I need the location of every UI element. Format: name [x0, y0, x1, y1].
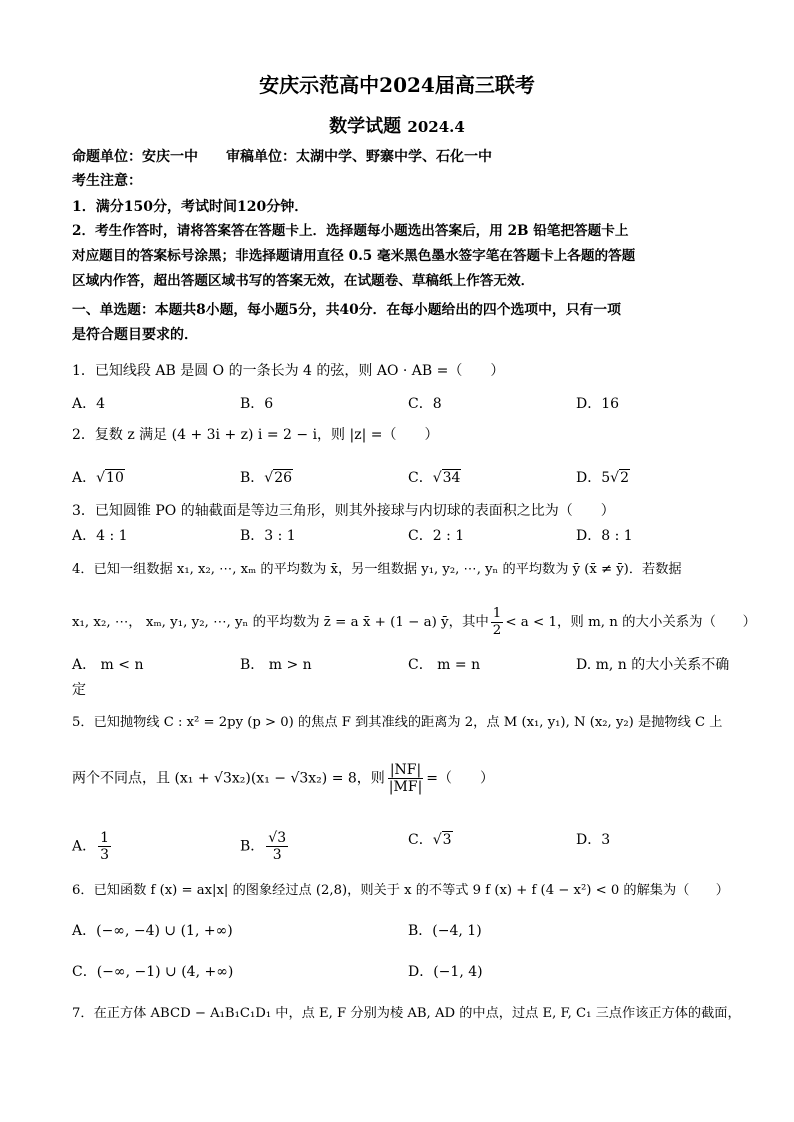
question-4-option-a: A． m < n: [72, 657, 144, 673]
question-2-stem: 2．复数 z 满足 (4 + 3i + z) i = 2 − i，则 |z| =（ ）: [72, 427, 439, 443]
question-4-line-2: [72, 606, 756, 639]
fraction-denominator: 2: [492, 623, 502, 638]
question-5-option-a: [72, 830, 113, 863]
fraction-numerator: 1: [492, 606, 502, 621]
question-3-option-c: C．2 : 1: [408, 528, 465, 544]
fraction-nf-over-mf: [387, 762, 424, 795]
question-3-stem: 3．已知圆锥 PO 的轴截面是等边三角形，则其外接球与内切球的表面积之比为（ ）: [72, 503, 615, 519]
fraction-denominator: 3: [272, 847, 282, 863]
question-1-option-b: B．6: [240, 396, 274, 412]
notice-item-2-line-3: 区域内作答，超出答题区域书写的答案无效，在试题卷、草稿纸上作答无效．: [72, 273, 535, 289]
question-5-option-b: [240, 830, 290, 863]
fraction-one-half: [491, 606, 504, 639]
notice-item-2-line-1: 2．考生作答时，请将答案答在答题卡上．选择题每小题选出答案后，用 2B 铅笔把答题卡上: [72, 223, 629, 239]
question-4-option-d: D. m, n 的大小关系不确: [576, 657, 730, 673]
option-label: A．: [72, 470, 97, 486]
question-6-option-a: A．(−∞, −4) ∪ (1, +∞): [72, 923, 233, 939]
option-label: B．: [240, 838, 265, 855]
exam-date: 2024.4: [407, 118, 465, 136]
section-1-heading-line-2: 是符合题目要求的．: [72, 327, 198, 343]
question-2-option-c: C．√34: [408, 470, 461, 486]
question-3-option-d: D．8 : 1: [576, 528, 633, 544]
question-1-option-d: D．16: [576, 396, 620, 412]
fraction-one-third: [98, 830, 111, 863]
sqrt-value: 3: [442, 832, 452, 848]
question-4-option-c: C． m = n: [408, 657, 481, 673]
question-4-line-2-start: x₁, x₂, ⋯， xₘ, y₁, y₂, ⋯, yₙ 的平均数为 z̄ = a x̄ + (1 − a) ȳ，其中: [72, 615, 489, 630]
exam-subtitle: [0, 112, 794, 138]
fraction-denominator: 3: [100, 847, 110, 863]
question-1-option-a: A．4: [72, 396, 106, 412]
question-5-option-d: D．3: [576, 832, 611, 848]
question-2-option-a: A．√10: [72, 470, 124, 486]
notice-item-2-line-2: 对应题目的答案标号涂黑；非选择题请用直径 0.5 毫米黑色墨水签字笔在答题卡上各题的答题: [72, 248, 636, 264]
question-7-stem: 7．在正方体 ABCD − A₁B₁C₁D₁ 中，点 E, F 分别为棱 AB, AD 的中点，过点 E, F, C₁ 三点作该正方体的截面，: [72, 1006, 741, 1021]
fraction-denominator: |MF|: [388, 779, 423, 795]
sqrt-value: 10: [106, 470, 124, 486]
question-1-stem: 1．已知线段 AB 是圆 O 的一条长为 4 的弦，则 AO · AB =（ ）: [72, 363, 505, 379]
sqrt-value: 26: [274, 470, 293, 486]
option-label: C．: [408, 470, 433, 486]
option-label: D．5: [576, 470, 611, 486]
question-5-line-2: [72, 762, 494, 795]
notice-item-1: 1．满分150分，考试时间120分钟．: [72, 199, 309, 215]
question-6-option-b: B．(−4, 1): [408, 923, 482, 939]
fraction-root3-over-3: [266, 830, 288, 863]
sqrt-value: 2: [620, 470, 629, 486]
question-5-line-2-start: 两个不同点，且 (x₁ + √3x₂)(x₁ − √3x₂) = 8，则: [72, 770, 385, 787]
question-4-option-b: B． m > n: [240, 657, 312, 673]
subject-title: 数学试题: [329, 116, 402, 137]
fraction-numerator: √3: [268, 830, 287, 846]
question-1-option-c: C．8: [408, 396, 442, 412]
question-6-option-c: C．(−∞, −1) ∪ (4, +∞): [72, 964, 234, 980]
fraction-numerator: |NF|: [389, 762, 422, 778]
fraction-numerator: 1: [100, 830, 110, 846]
question-5-option-c: C．√3: [408, 832, 452, 848]
question-5-line-1: 5．已知抛物线 C : x² = 2py (p > 0) 的焦点 F 到其准线的距离为 2，点 M (x₁, y₁), N (x₂, y₂) 是抛物线 C 上: [72, 715, 723, 730]
exam-title: 安庆示范高中2024届高三联考: [259, 73, 535, 97]
question-5-line-2-end: =（ ）: [426, 770, 495, 787]
option-label: C．: [408, 832, 433, 848]
option-label: B．: [240, 470, 265, 486]
question-4-line-2-end: < a < 1，则 m, n 的大小关系为（ ）: [505, 615, 757, 630]
sqrt-value: 34: [442, 470, 461, 486]
question-2-option-d: D．5√2: [576, 470, 629, 486]
option-label: A．: [72, 838, 97, 855]
section-1-heading-line-1: 一、单选题：本题共8小题，每小题5分，共40分．在每小题给出的四个选项中，只有一项: [72, 302, 621, 318]
question-3-option-a: A．4 : 1: [72, 528, 128, 544]
question-4-line-1: 4．已知一组数据 x₁, x₂, ⋯, xₘ 的平均数为 x̄，另一组数据 y₁, y₂, ⋯, yₙ 的平均数为 ȳ (x̄ ≠ ȳ)．若数据: [72, 562, 682, 577]
question-6-option-d: D．(−1, 4): [408, 964, 483, 980]
question-3-option-b: B．3 : 1: [240, 528, 296, 544]
question-4-option-d-continued: 定: [72, 682, 86, 698]
notice-heading: 考生注意：: [72, 173, 142, 189]
question-2-option-b: B．√26: [240, 470, 293, 486]
question-6-stem: 6．已知函数 f (x) = ax|x| 的图象经过点 (2,8)，则关于 x 的不等式 9 f (x) + f (4 − x²) < 0 的解集为（ ）: [72, 883, 729, 898]
author-units: 命题单位：安庆一中 审稿单位：太湖中学、野寨中学、石化一中: [72, 149, 492, 165]
